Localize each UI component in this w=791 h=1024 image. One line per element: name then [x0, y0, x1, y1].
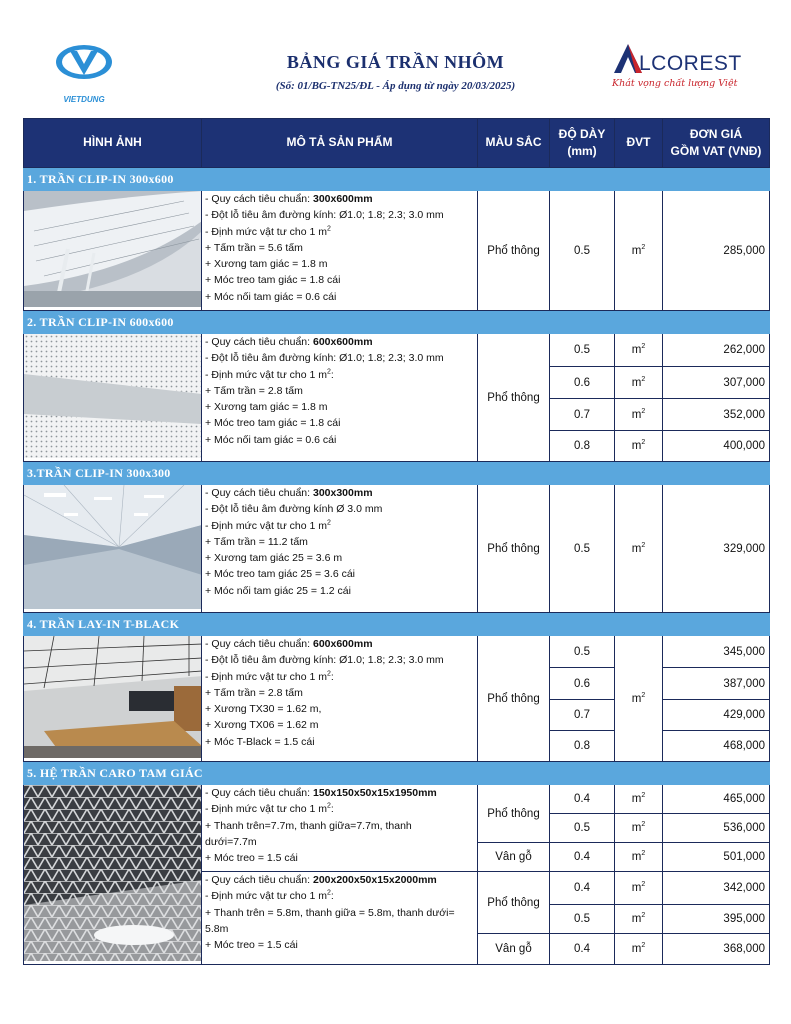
section-header-5: 5. HỆ TRẦN CARO TAM GIÁC [24, 762, 770, 785]
product-thickness: 0.8 [550, 431, 615, 462]
product-thickness: 0.4 [550, 934, 615, 965]
product-unit: $m^2$ [615, 191, 663, 311]
product-color: Phổ thông [478, 785, 550, 843]
col-header-desc: MÔ TẢ SẢN PHẨM [202, 119, 478, 168]
price-table [23, 118, 770, 965]
product-thickness: 0.5 [550, 485, 615, 613]
product-price: 395,000 [663, 905, 770, 934]
product-thickness: 0.6 [550, 367, 615, 399]
product-image-clipin-300x600 [24, 191, 202, 311]
col-header-price: ĐƠN GIÁ GỒM VAT (VNĐ) [663, 119, 770, 168]
product-color: Vân gỗ [478, 843, 550, 872]
product-desc: - Quy cách tiêu chuẩn: 600x600mm - Đột lỗ tiêu âm đường kính: Ø1.0; 1.8; 2.3; 3.0 mm - Định mức vật tư cho 1 $m^2$: + Tấm trần = 2.8 tấm + Xương TX30 = 1.62 m, + Xương TX06 = 1.62 m + Móc T-Black = 1.5 cái [202, 636, 478, 762]
col-header-color: MÀU SẮC [478, 119, 550, 168]
product-thickness: 0.4 [550, 843, 615, 872]
section-header-1: 1. TRẦN CLIP-IN 300x600 [24, 168, 770, 191]
product-thickness: 0.4 [550, 785, 615, 814]
alcorest-logo [612, 46, 752, 89]
table-row [24, 485, 770, 613]
col-header-unit: ĐVT [615, 119, 663, 168]
product-image-caro-tam-giac [24, 785, 202, 965]
product-price: 536,000 [663, 814, 770, 843]
page-title: BẢNG GIÁ TRẦN NHÔM [286, 52, 505, 72]
product-desc: - Quy cách tiêu chuẩn: 600x600mm - Đột lỗ tiêu âm đường kính: Ø1.0; 1.8; 2.3; 3.0 mm - Định mức vật tư cho 1 $m^2$: + Tấm trần = 2.8 tấm + Xương tam giác = 1.8 m + Móc treo tam giác = 1.8 cái + Móc nối tam giác = 0.6 cái [202, 334, 478, 462]
product-price: 387,000 [663, 668, 770, 700]
product-unit: $m^2$ [615, 905, 663, 934]
product-unit: $m^2$ [615, 485, 663, 613]
table-row [24, 334, 770, 367]
product-thickness: 0.6 [550, 668, 615, 700]
col-header-image: HÌNH ẢNH [24, 119, 202, 168]
product-price: 465,000 [663, 785, 770, 814]
product-price: 429,000 [663, 700, 770, 731]
product-desc: - Quy cách tiêu chuẩn: 200x200x50x15x2000mm - Định mức vật tư cho 1 $m^2$: + Thanh trên = 5.8m, thanh giữa = 5.8m, thanh dưới= 5.8m + Móc treo = 1.5 cái [202, 872, 478, 965]
product-thickness: 0.5 [550, 636, 615, 668]
table-row [24, 785, 770, 814]
alcorest-slogan: Khát vọng chất lượng Việt [612, 78, 738, 89]
table-header-row [24, 119, 770, 168]
product-thickness: 0.7 [550, 399, 615, 431]
col-header-thickness: ĐỘ DÀY (mm) [550, 119, 615, 168]
product-color: Vân gỗ [478, 934, 550, 965]
page-subtitle: (Số: 01/BG-TN25/ĐL - Áp dụng từ ngày 20/03/2025) [275, 80, 516, 92]
product-price: 368,000 [663, 934, 770, 965]
vietdung-logo-text: VIETDUNG [63, 95, 105, 104]
product-unit: $m^2$ [615, 872, 663, 905]
product-unit: $m^2$ [615, 843, 663, 872]
product-thickness: 0.5 [550, 334, 615, 367]
product-unit: $m^2$ [615, 334, 663, 367]
product-unit: $m^2$ [615, 636, 663, 762]
product-thickness: 0.8 [550, 731, 615, 762]
product-price: 345,000 [663, 636, 770, 668]
product-price: 307,000 [663, 367, 770, 399]
section-header-2: 2. TRẦN CLIP-IN 600x600 [24, 311, 770, 334]
caro-tam-giac-photo-icon [24, 785, 202, 961]
product-thickness: 0.7 [550, 700, 615, 731]
section-header-3: 3.TRẦN CLIP-IN 300x300 [24, 462, 770, 485]
product-color: Phổ thông [478, 191, 550, 311]
product-desc: - Quy cách tiêu chuẩn: 300x300mm - Đột lỗ tiêu âm đường kính Ø 3.0 mm - Định mức vật tư cho 1 $m^2$ + Tấm trần = 11.2 tấm + Xương tam giác 25 = 3.6 m + Móc treo tam giác 25 = 3.6 cái + Móc nối tam giác 25 = 1.2 cái [202, 485, 478, 613]
product-thickness: 0.4 [550, 872, 615, 905]
clipin-600x600-photo-icon [24, 334, 202, 458]
layin-tblack-photo-icon [24, 636, 202, 758]
product-price: 342,000 [663, 872, 770, 905]
product-desc: - Quy cách tiêu chuẩn: 300x600mm - Đột lỗ tiêu âm đường kính: Ø1.0; 1.8; 2.3; 3.0 mm - Định mức vật tư cho 1 $m^2$ + Tấm trần = 5.6 tấm + Xương tam giác = 1.8 m + Móc treo tam giác = 1.8 cái + Móc nối tam giác = 0.6 cái [202, 191, 478, 311]
product-image-clipin-600x600 [24, 334, 202, 462]
product-price: 285,000 [663, 191, 770, 311]
product-unit: $m^2$ [615, 814, 663, 843]
product-color: Phổ thông [478, 872, 550, 934]
product-color: Phổ thông [478, 485, 550, 613]
product-price: 400,000 [663, 431, 770, 462]
product-color: Phổ thông [478, 636, 550, 762]
product-unit: $m^2$ [615, 785, 663, 814]
table-row [24, 191, 770, 311]
product-unit: $m^2$ [615, 934, 663, 965]
product-unit: $m^2$ [615, 399, 663, 431]
product-unit: $m^2$ [615, 367, 663, 399]
product-unit: $m^2$ [615, 431, 663, 462]
product-image-layin-tblack [24, 636, 202, 762]
product-price: 352,000 [663, 399, 770, 431]
product-thickness: 0.5 [550, 905, 615, 934]
product-price: 329,000 [663, 485, 770, 613]
alcorest-logo-name: LCOREST [639, 52, 742, 75]
product-desc: - Quy cách tiêu chuẩn: 150x150x50x15x1950mm - Định mức vật tư cho 1 $m^2$: + Thanh trên=7.7m, thanh giữa=7.7m, thanh dưới=7.7m + Móc treo = 1.5 cái [202, 785, 478, 872]
product-color: Phổ thông [478, 334, 550, 462]
product-image-clipin-300x300 [24, 485, 202, 613]
product-price: 468,000 [663, 731, 770, 762]
clipin-300x300-photo-icon [24, 485, 202, 609]
product-price: 501,000 [663, 843, 770, 872]
product-thickness: 0.5 [550, 191, 615, 311]
product-thickness: 0.5 [550, 814, 615, 843]
product-price: 262,000 [663, 334, 770, 367]
section-header-4: 4. TRẦN LAY-IN T-BLACK [24, 613, 770, 636]
table-row [24, 636, 770, 668]
clipin-300x600-photo-icon [24, 191, 202, 307]
